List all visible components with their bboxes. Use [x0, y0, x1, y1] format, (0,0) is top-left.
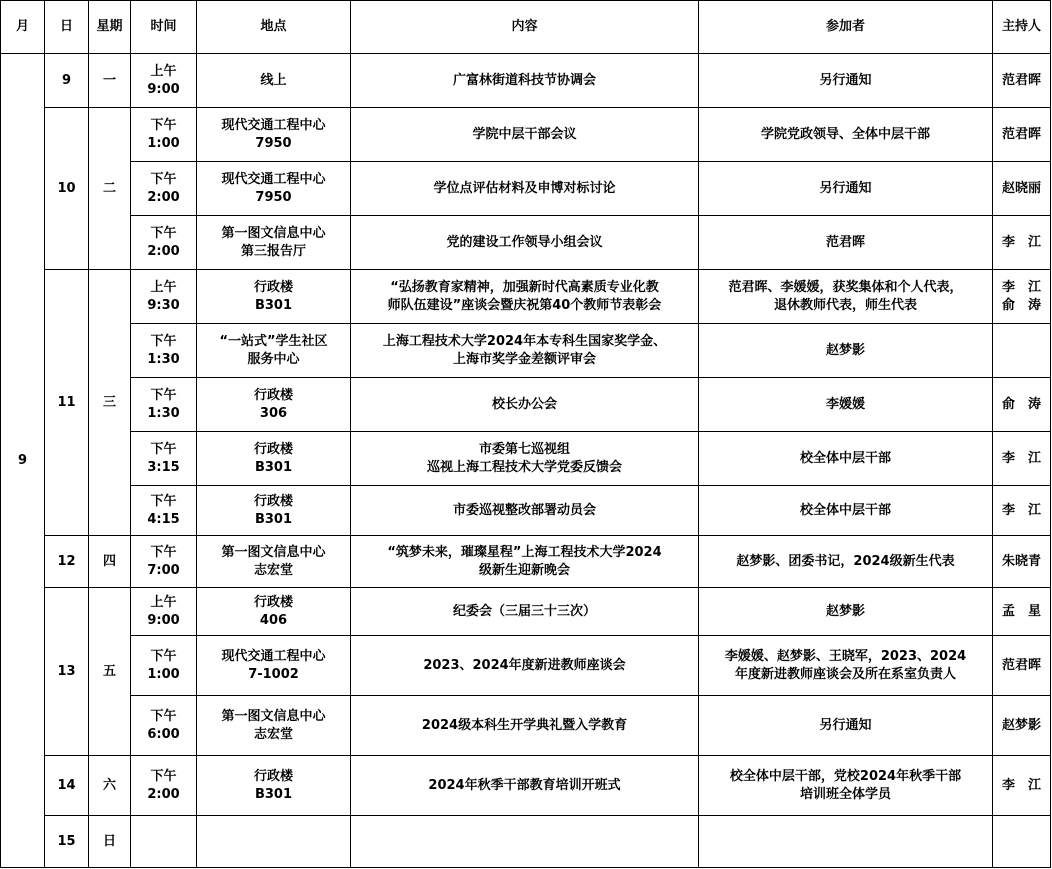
attendees-cell-line: 校全体中层干部，党校2024年秋季干部: [729, 768, 962, 784]
time-cell-line: 下午: [150, 768, 177, 784]
header-host: 主持人: [993, 1, 1051, 54]
weekday-cell: 日: [89, 816, 131, 868]
day-cell: 12: [45, 536, 89, 588]
content-cell-line: 2024年秋季干部教育培训开班式: [428, 777, 621, 793]
attendees-cell: [699, 378, 993, 432]
location-cell: [197, 162, 351, 216]
host-cell-line: 赵晓丽: [1001, 180, 1041, 196]
time-cell-line: 2:00: [147, 786, 180, 802]
attendees-cell-line: 赵梦影: [825, 603, 865, 619]
attendees-cell-line: 退休教师代表，师生代表: [773, 297, 917, 313]
day-cell: 15: [45, 816, 89, 868]
host-cell: [993, 588, 1051, 636]
content-cell-line: “弘扬教育家精神，加强新时代高素质专业化教: [390, 279, 659, 295]
content-cell: [351, 54, 699, 108]
location-cell: [197, 536, 351, 588]
weekday-cell: 五: [89, 588, 131, 756]
content-cell-line: 广富林街道科技节协调会: [452, 72, 596, 88]
time-cell-line: 6:00: [147, 726, 180, 742]
content-cell-line: 2024级本科生开学典礼暨入学教育: [421, 717, 628, 733]
time-cell-line: 1:00: [147, 135, 180, 151]
content-cell: [351, 696, 699, 756]
content-cell: [351, 636, 699, 696]
attendees-cell: [699, 588, 993, 636]
time-cell-line: 3:15: [147, 459, 180, 475]
host-cell: [993, 162, 1051, 216]
content-cell-line: 市委巡视整改部署动员会: [452, 502, 596, 518]
content-cell: [351, 216, 699, 270]
content-cell-line: 纪委会（三届三十三次）: [452, 603, 596, 619]
location-cell-line: B301: [254, 511, 293, 527]
host-cell-line: 孟 星: [1001, 603, 1041, 619]
time-cell: [131, 486, 197, 536]
time-cell-line: 1:30: [147, 351, 180, 367]
schedule-row: [1, 162, 1051, 216]
time-cell: [131, 378, 197, 432]
time-cell-line: 上午: [150, 279, 177, 295]
schedule-row: [1, 696, 1051, 756]
location-cell-line: 行政楼: [253, 768, 293, 784]
header-row: [1, 1, 1051, 54]
content-cell: [351, 162, 699, 216]
schedule-row: [1, 636, 1051, 696]
attendees-cell: [699, 54, 993, 108]
attendees-cell-line: 李媛媛: [825, 396, 865, 412]
host-cell: [993, 324, 1051, 378]
time-cell: [131, 216, 197, 270]
location-cell-line: B301: [254, 786, 293, 802]
attendees-cell: [699, 536, 993, 588]
location-cell: [197, 108, 351, 162]
content-cell-line: 巡视上海工程技术大学党委反馈会: [426, 459, 622, 475]
schedule-row: [1, 486, 1051, 536]
time-cell-line: 下午: [150, 441, 177, 457]
header-time: 时间: [131, 1, 197, 54]
attendees-cell-line: 李媛媛、赵梦影、王晓军，2023、2024: [724, 648, 967, 664]
location-cell-line: 行政楼: [253, 594, 293, 610]
content-cell: [351, 588, 699, 636]
time-cell-line: 下午: [150, 387, 177, 403]
content-cell: [351, 270, 699, 324]
content-cell: [351, 432, 699, 486]
time-cell-line: 9:00: [147, 81, 180, 97]
weekday-cell: 三: [89, 270, 131, 536]
content-cell-line: 党的建设工作领导小组会议: [446, 234, 603, 250]
time-cell-line: 上午: [150, 63, 177, 79]
content-cell-line: 上海工程技术大学2024年本专科生国家奖学金、: [382, 333, 667, 349]
content-cell-line: 师队伍建设”座谈会暨庆祝第40个教师节表彰会: [387, 297, 662, 313]
schedule-row: [1, 270, 1051, 324]
host-cell: [993, 816, 1051, 868]
weekday-cell: 四: [89, 536, 131, 588]
attendees-cell-line: 学院党政领导、全体中层干部: [760, 126, 930, 142]
attendees-cell: [699, 636, 993, 696]
header-weekday: 星期: [89, 1, 131, 54]
time-cell: [131, 816, 197, 868]
content-cell: [351, 324, 699, 378]
location-cell-line: 现代交通工程中心: [221, 171, 326, 187]
time-cell-line: 下午: [150, 225, 177, 241]
time-cell-line: 1:00: [147, 666, 180, 682]
attendees-cell: [699, 162, 993, 216]
time-cell-line: 下午: [150, 333, 177, 349]
time-cell-line: 下午: [150, 171, 177, 187]
schedule-row: [1, 54, 1051, 108]
time-cell-line: 下午: [150, 544, 177, 560]
location-cell-line: 7-1002: [248, 666, 299, 682]
location-cell-line: 现代交通工程中心: [221, 648, 326, 664]
location-cell-line: B301: [254, 459, 293, 475]
location-cell-line: 第一图文信息中心: [221, 544, 326, 560]
host-cell: [993, 536, 1051, 588]
host-cell-line: 李 江: [1001, 234, 1041, 250]
time-cell: [131, 162, 197, 216]
schedule-body: [1, 54, 1051, 868]
time-cell: [131, 756, 197, 816]
host-cell-line: 朱晓青: [1001, 553, 1041, 569]
attendees-cell: [699, 432, 993, 486]
time-cell-line: 2:00: [147, 189, 180, 205]
time-cell: [131, 696, 197, 756]
weekday-cell: 六: [89, 756, 131, 816]
attendees-cell-line: 赵梦影: [825, 342, 865, 358]
attendees-cell-line: 校全体中层干部: [799, 502, 891, 518]
content-cell: [351, 816, 699, 868]
host-cell-line: 李 江: [1001, 502, 1041, 518]
attendees-cell: [699, 486, 993, 536]
time-cell-line: 下午: [150, 708, 177, 724]
location-cell: [197, 54, 351, 108]
time-cell-line: 1:30: [147, 405, 180, 421]
time-cell: [131, 432, 197, 486]
host-cell-line: 俞 涛: [1001, 396, 1041, 412]
header-day: 日: [45, 1, 89, 54]
day-cell: 9: [45, 54, 89, 108]
schedule-row: [1, 588, 1051, 636]
attendees-cell-line: 范君晖: [825, 234, 865, 250]
location-cell: [197, 216, 351, 270]
attendees-cell: [699, 216, 993, 270]
host-cell: [993, 432, 1051, 486]
header-attendees: 参加者: [699, 1, 993, 54]
header-location: 地点: [197, 1, 351, 54]
time-cell-line: 2:00: [147, 243, 180, 259]
host-cell-line: 李 江: [1001, 279, 1041, 295]
month-cell: 9: [1, 54, 45, 868]
location-cell-line: 志宏堂: [253, 726, 293, 742]
location-cell: [197, 324, 351, 378]
host-cell: [993, 696, 1051, 756]
content-cell: [351, 756, 699, 816]
content-cell: [351, 108, 699, 162]
time-cell-line: 下午: [150, 117, 177, 133]
host-cell: [993, 486, 1051, 536]
location-cell-line: 行政楼: [253, 279, 293, 295]
time-cell-line: 9:30: [147, 297, 180, 313]
attendees-cell: [699, 756, 993, 816]
location-cell: [197, 816, 351, 868]
host-cell: [993, 636, 1051, 696]
weekday-cell: 一: [89, 54, 131, 108]
header-content: 内容: [351, 1, 699, 54]
attendees-cell: [699, 696, 993, 756]
location-cell-line: 第三报告厅: [240, 243, 306, 259]
content-cell: [351, 486, 699, 536]
time-cell-line: 4:15: [147, 511, 180, 527]
time-cell-line: 下午: [150, 648, 177, 664]
day-cell: 14: [45, 756, 89, 816]
location-cell-line: 第一图文信息中心: [221, 225, 326, 241]
host-cell-line: 范君晖: [1001, 72, 1041, 88]
time-cell: [131, 54, 197, 108]
time-cell: [131, 324, 197, 378]
day-cell: 11: [45, 270, 89, 536]
attendees-cell: [699, 816, 993, 868]
schedule-row: [1, 432, 1051, 486]
location-cell: [197, 486, 351, 536]
location-cell-line: 志宏堂: [253, 562, 293, 578]
day-cell: 13: [45, 588, 89, 756]
location-cell-line: 行政楼: [253, 441, 293, 457]
time-cell-line: 下午: [150, 493, 177, 509]
content-cell-line: 学位点评估材料及申博对标讨论: [433, 180, 616, 196]
location-cell-line: 406: [259, 612, 288, 628]
location-cell: [197, 378, 351, 432]
time-cell: [131, 636, 197, 696]
attendees-cell-line: 校全体中层干部: [799, 450, 891, 466]
location-cell-line: 行政楼: [253, 493, 293, 509]
host-cell-line: 赵梦影: [1001, 717, 1041, 733]
content-cell-line: 市委第七巡视组: [478, 441, 570, 457]
location-cell-line: 7950: [255, 135, 292, 151]
location-cell: [197, 270, 351, 324]
schedule-row: [1, 378, 1051, 432]
content-cell-line: 2023、2024年度新进教师座谈会: [423, 657, 626, 673]
location-cell-line: 线上: [260, 72, 287, 88]
header-month: 月: [1, 1, 45, 54]
location-cell: [197, 756, 351, 816]
host-cell-line: 俞 涛: [1001, 297, 1041, 313]
location-cell-line: 现代交通工程中心: [221, 117, 326, 133]
location-cell-line: 7950: [255, 189, 292, 205]
content-cell-line: “筑梦未来，璀璨星程”上海工程技术大学2024: [387, 544, 662, 560]
time-cell: [131, 536, 197, 588]
time-cell-line: 上午: [150, 594, 177, 610]
host-cell-line: 范君晖: [1001, 126, 1041, 142]
attendees-cell-line: 年度新进教师座谈会及所在系室负责人: [734, 666, 956, 682]
schedule-row: [1, 756, 1051, 816]
schedule-row: [1, 108, 1051, 162]
schedule-row: [1, 536, 1051, 588]
attendees-cell: [699, 108, 993, 162]
time-cell: [131, 108, 197, 162]
content-cell-line: 学院中层干部会议: [472, 126, 577, 142]
day-cell: 10: [45, 108, 89, 270]
host-cell-line: 李 江: [1001, 777, 1041, 793]
time-cell: [131, 270, 197, 324]
time-cell-line: 9:00: [147, 612, 180, 628]
attendees-cell-line: 培训班全体学员: [799, 786, 891, 802]
content-cell-line: 校长办公会: [491, 396, 557, 412]
attendees-cell-line: 另行通知: [819, 180, 872, 196]
host-cell: [993, 756, 1051, 816]
attendees-cell-line: 范君晖、李媛媛，获奖集体和个人代表，: [728, 279, 963, 295]
time-cell-line: 7:00: [147, 562, 180, 578]
host-cell-line: 李 江: [1001, 450, 1041, 466]
location-cell-line: 第一图文信息中心: [221, 708, 326, 724]
time-cell: [131, 588, 197, 636]
location-cell: [197, 696, 351, 756]
attendees-cell-line: 赵梦影、团委书记，2024级新生代表: [736, 553, 955, 569]
schedule-row: [1, 816, 1051, 868]
content-cell-line: 上海市奖学金差额评审会: [452, 351, 596, 367]
schedule-row: [1, 216, 1051, 270]
location-cell-line: “一站式”学生社区: [219, 333, 328, 349]
host-cell: [993, 54, 1051, 108]
attendees-cell-line: 另行通知: [819, 72, 872, 88]
location-cell: [197, 636, 351, 696]
content-cell: [351, 536, 699, 588]
content-cell: [351, 378, 699, 432]
attendees-cell-line: 另行通知: [819, 717, 872, 733]
host-cell-line: 范君晖: [1001, 657, 1041, 673]
schedule-row: [1, 324, 1051, 378]
location-cell: [197, 432, 351, 486]
location-cell-line: 服务中心: [247, 351, 300, 367]
weekday-cell: 二: [89, 108, 131, 270]
attendees-cell: [699, 324, 993, 378]
location-cell-line: 306: [259, 405, 288, 421]
host-cell: [993, 378, 1051, 432]
host-cell: [993, 108, 1051, 162]
location-cell-line: 行政楼: [253, 387, 293, 403]
host-cell: [993, 216, 1051, 270]
location-cell-line: B301: [254, 297, 293, 313]
location-cell: [197, 588, 351, 636]
content-cell-line: 级新生迎新晚会: [478, 562, 570, 578]
attendees-cell: [699, 270, 993, 324]
host-cell: [993, 270, 1051, 324]
